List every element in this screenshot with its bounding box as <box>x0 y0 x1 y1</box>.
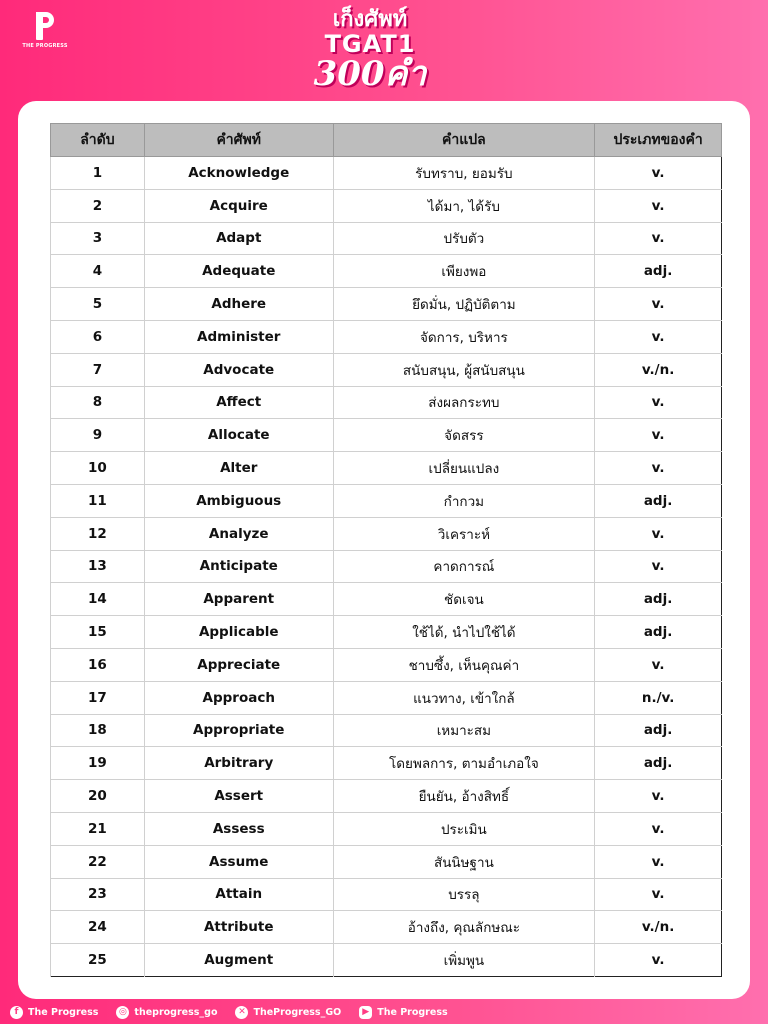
logo-text: THE PROGRESS <box>22 43 68 49</box>
header-word-type: ประเภทของคำ <box>595 124 722 157</box>
row-translation: ชัดเจน <box>333 583 595 616</box>
row-translation: โดยพลการ, ตามอำเภอใจ <box>333 747 595 780</box>
row-word-type: v. <box>595 550 722 583</box>
row-order: 17 <box>51 681 145 714</box>
social-footer <box>10 1003 448 1021</box>
row-word: Applicable <box>144 616 333 649</box>
table-row <box>51 452 722 485</box>
row-translation: บรรลุ <box>333 878 595 911</box>
row-word-type: adj. <box>595 583 722 616</box>
table-header-row <box>51 124 722 157</box>
row-word: Appreciate <box>144 648 333 681</box>
header-translation: คำแปล <box>333 124 595 157</box>
row-order: 24 <box>51 911 145 944</box>
row-word-type: v. <box>595 517 722 550</box>
row-word-type: v. <box>595 386 722 419</box>
row-translation: ยืนยัน, อ้างสิทธิ์ <box>333 780 595 813</box>
row-translation: ยึดมั่น, ปฏิบัติตาม <box>333 288 595 321</box>
table-row <box>51 157 722 190</box>
row-translation: ปรับตัว <box>333 222 595 255</box>
footer-link[interactable] <box>116 1006 217 1019</box>
table-row <box>51 222 722 255</box>
table-body <box>51 157 722 977</box>
row-word: Administer <box>144 320 333 353</box>
row-word-type: n./v. <box>595 681 722 714</box>
row-word-type: adj. <box>595 484 722 517</box>
page-title <box>290 8 450 98</box>
row-word: Advocate <box>144 353 333 386</box>
row-order: 5 <box>51 288 145 321</box>
table-row <box>51 681 722 714</box>
row-word: Adapt <box>144 222 333 255</box>
table-row <box>51 747 722 780</box>
row-translation: ได้มา, ได้รับ <box>333 189 595 222</box>
header-order: ลำดับ <box>51 124 145 157</box>
row-order: 20 <box>51 780 145 813</box>
table-row <box>51 255 722 288</box>
row-translation: คาดการณ์ <box>333 550 595 583</box>
row-order: 21 <box>51 812 145 845</box>
table-row <box>51 911 722 944</box>
row-order: 3 <box>51 222 145 255</box>
row-word-type: v. <box>595 452 722 485</box>
row-translation: สนับสนุน, ผู้สนับสนุน <box>333 353 595 386</box>
row-word: Adequate <box>144 255 333 288</box>
row-word: Assess <box>144 812 333 845</box>
table-row <box>51 484 722 517</box>
row-word-type: v. <box>595 157 722 190</box>
row-order: 12 <box>51 517 145 550</box>
row-order: 9 <box>51 419 145 452</box>
row-translation: ส่งผลกระทบ <box>333 386 595 419</box>
row-translation: เปลี่ยนแปลง <box>333 452 595 485</box>
row-word: Acquire <box>144 189 333 222</box>
row-word-type: v. <box>595 189 722 222</box>
row-order: 7 <box>51 353 145 386</box>
row-word-type: adj. <box>595 616 722 649</box>
table-row <box>51 288 722 321</box>
row-order: 19 <box>51 747 145 780</box>
row-word: Arbitrary <box>144 747 333 780</box>
row-translation: จัดการ, บริหาร <box>333 320 595 353</box>
table-row <box>51 714 722 747</box>
table-row <box>51 944 722 977</box>
row-order: 4 <box>51 255 145 288</box>
row-order: 11 <box>51 484 145 517</box>
row-word-type: adj. <box>595 714 722 747</box>
row-translation: เหมาะสม <box>333 714 595 747</box>
row-word: Attain <box>144 878 333 911</box>
vocab-table <box>50 123 722 977</box>
row-order: 2 <box>51 189 145 222</box>
table-row <box>51 320 722 353</box>
footer-link[interactable] <box>10 1006 98 1019</box>
table-row <box>51 353 722 386</box>
row-order: 15 <box>51 616 145 649</box>
facebook-icon: f <box>10 1006 23 1019</box>
row-translation: เพียงพอ <box>333 255 595 288</box>
row-order: 16 <box>51 648 145 681</box>
row-translation: ประเมิน <box>333 812 595 845</box>
row-word-type: adj. <box>595 747 722 780</box>
footer-label: The Progress <box>377 1006 448 1018</box>
row-translation: เพิ่มพูน <box>333 944 595 977</box>
row-word: Assume <box>144 845 333 878</box>
row-word-type: v. <box>595 812 722 845</box>
youtube-icon: ▶ <box>359 1006 372 1019</box>
row-order: 14 <box>51 583 145 616</box>
row-order: 18 <box>51 714 145 747</box>
row-translation: จัดสรร <box>333 419 595 452</box>
row-word: Ambiguous <box>144 484 333 517</box>
row-translation: สันนิษฐาน <box>333 845 595 878</box>
row-word: Approach <box>144 681 333 714</box>
row-word-type: v. <box>595 878 722 911</box>
instagram-icon: ◎ <box>116 1006 129 1019</box>
row-translation: ชาบซึ้ง, เห็นคุณค่า <box>333 648 595 681</box>
table-row <box>51 812 722 845</box>
footer-label: TheProgress_GO <box>253 1006 342 1018</box>
footer-link[interactable] <box>235 1006 341 1019</box>
header-word: คำศัพท์ <box>144 124 333 157</box>
row-word: Adhere <box>144 288 333 321</box>
table-row <box>51 386 722 419</box>
row-word: Analyze <box>144 517 333 550</box>
footer-label: The Progress <box>28 1006 99 1018</box>
vocab-card <box>18 101 750 999</box>
row-translation: รับทราบ, ยอมรับ <box>333 157 595 190</box>
row-order: 22 <box>51 845 145 878</box>
row-translation: อ้างถึง, คุณลักษณะ <box>333 911 595 944</box>
table-row <box>51 189 722 222</box>
row-order: 13 <box>51 550 145 583</box>
row-word-type: v. <box>595 222 722 255</box>
row-word: Appropriate <box>144 714 333 747</box>
row-word: Augment <box>144 944 333 977</box>
row-word-type: v. <box>595 419 722 452</box>
table-row <box>51 616 722 649</box>
row-word-type: adj. <box>595 255 722 288</box>
row-translation: แนวทาง, เข้าใกล้ <box>333 681 595 714</box>
row-order: 1 <box>51 157 145 190</box>
footer-label: theprogress_go <box>134 1006 218 1018</box>
row-translation: วิเคราะห์ <box>333 517 595 550</box>
row-word-type: v. <box>595 648 722 681</box>
row-word-type: v. <box>595 320 722 353</box>
title-line-3: 300คำ <box>313 54 427 94</box>
row-word: Allocate <box>144 419 333 452</box>
row-word-type: v. <box>595 780 722 813</box>
table-row <box>51 780 722 813</box>
title-line-1: เก็งศัพท์ <box>332 7 408 32</box>
row-word: Anticipate <box>144 550 333 583</box>
row-word-type: v. <box>595 288 722 321</box>
row-word-type: v. <box>595 944 722 977</box>
row-word: Apparent <box>144 583 333 616</box>
table-row <box>51 845 722 878</box>
x-icon: ✕ <box>235 1006 248 1019</box>
brand-logo <box>22 12 68 52</box>
row-word: Alter <box>144 452 333 485</box>
footer-link[interactable] <box>359 1006 447 1019</box>
table-row <box>51 878 722 911</box>
row-order: 10 <box>51 452 145 485</box>
row-word-type: v. <box>595 845 722 878</box>
row-word: Affect <box>144 386 333 419</box>
row-order: 23 <box>51 878 145 911</box>
row-order: 8 <box>51 386 145 419</box>
row-word-type: v./n. <box>595 353 722 386</box>
title-line-2: TGAT1 <box>324 30 416 58</box>
row-translation: กำกวม <box>333 484 595 517</box>
row-word: Assert <box>144 780 333 813</box>
table-row <box>51 583 722 616</box>
row-word-type: v./n. <box>595 911 722 944</box>
table-row <box>51 550 722 583</box>
table-row <box>51 648 722 681</box>
row-word: Attribute <box>144 911 333 944</box>
row-translation: ใช้ได้, นำไปใช้ได้ <box>333 616 595 649</box>
row-word: Acknowledge <box>144 157 333 190</box>
p-logo-icon <box>34 12 56 40</box>
row-order: 25 <box>51 944 145 977</box>
table-row <box>51 419 722 452</box>
row-order: 6 <box>51 320 145 353</box>
table-row <box>51 517 722 550</box>
